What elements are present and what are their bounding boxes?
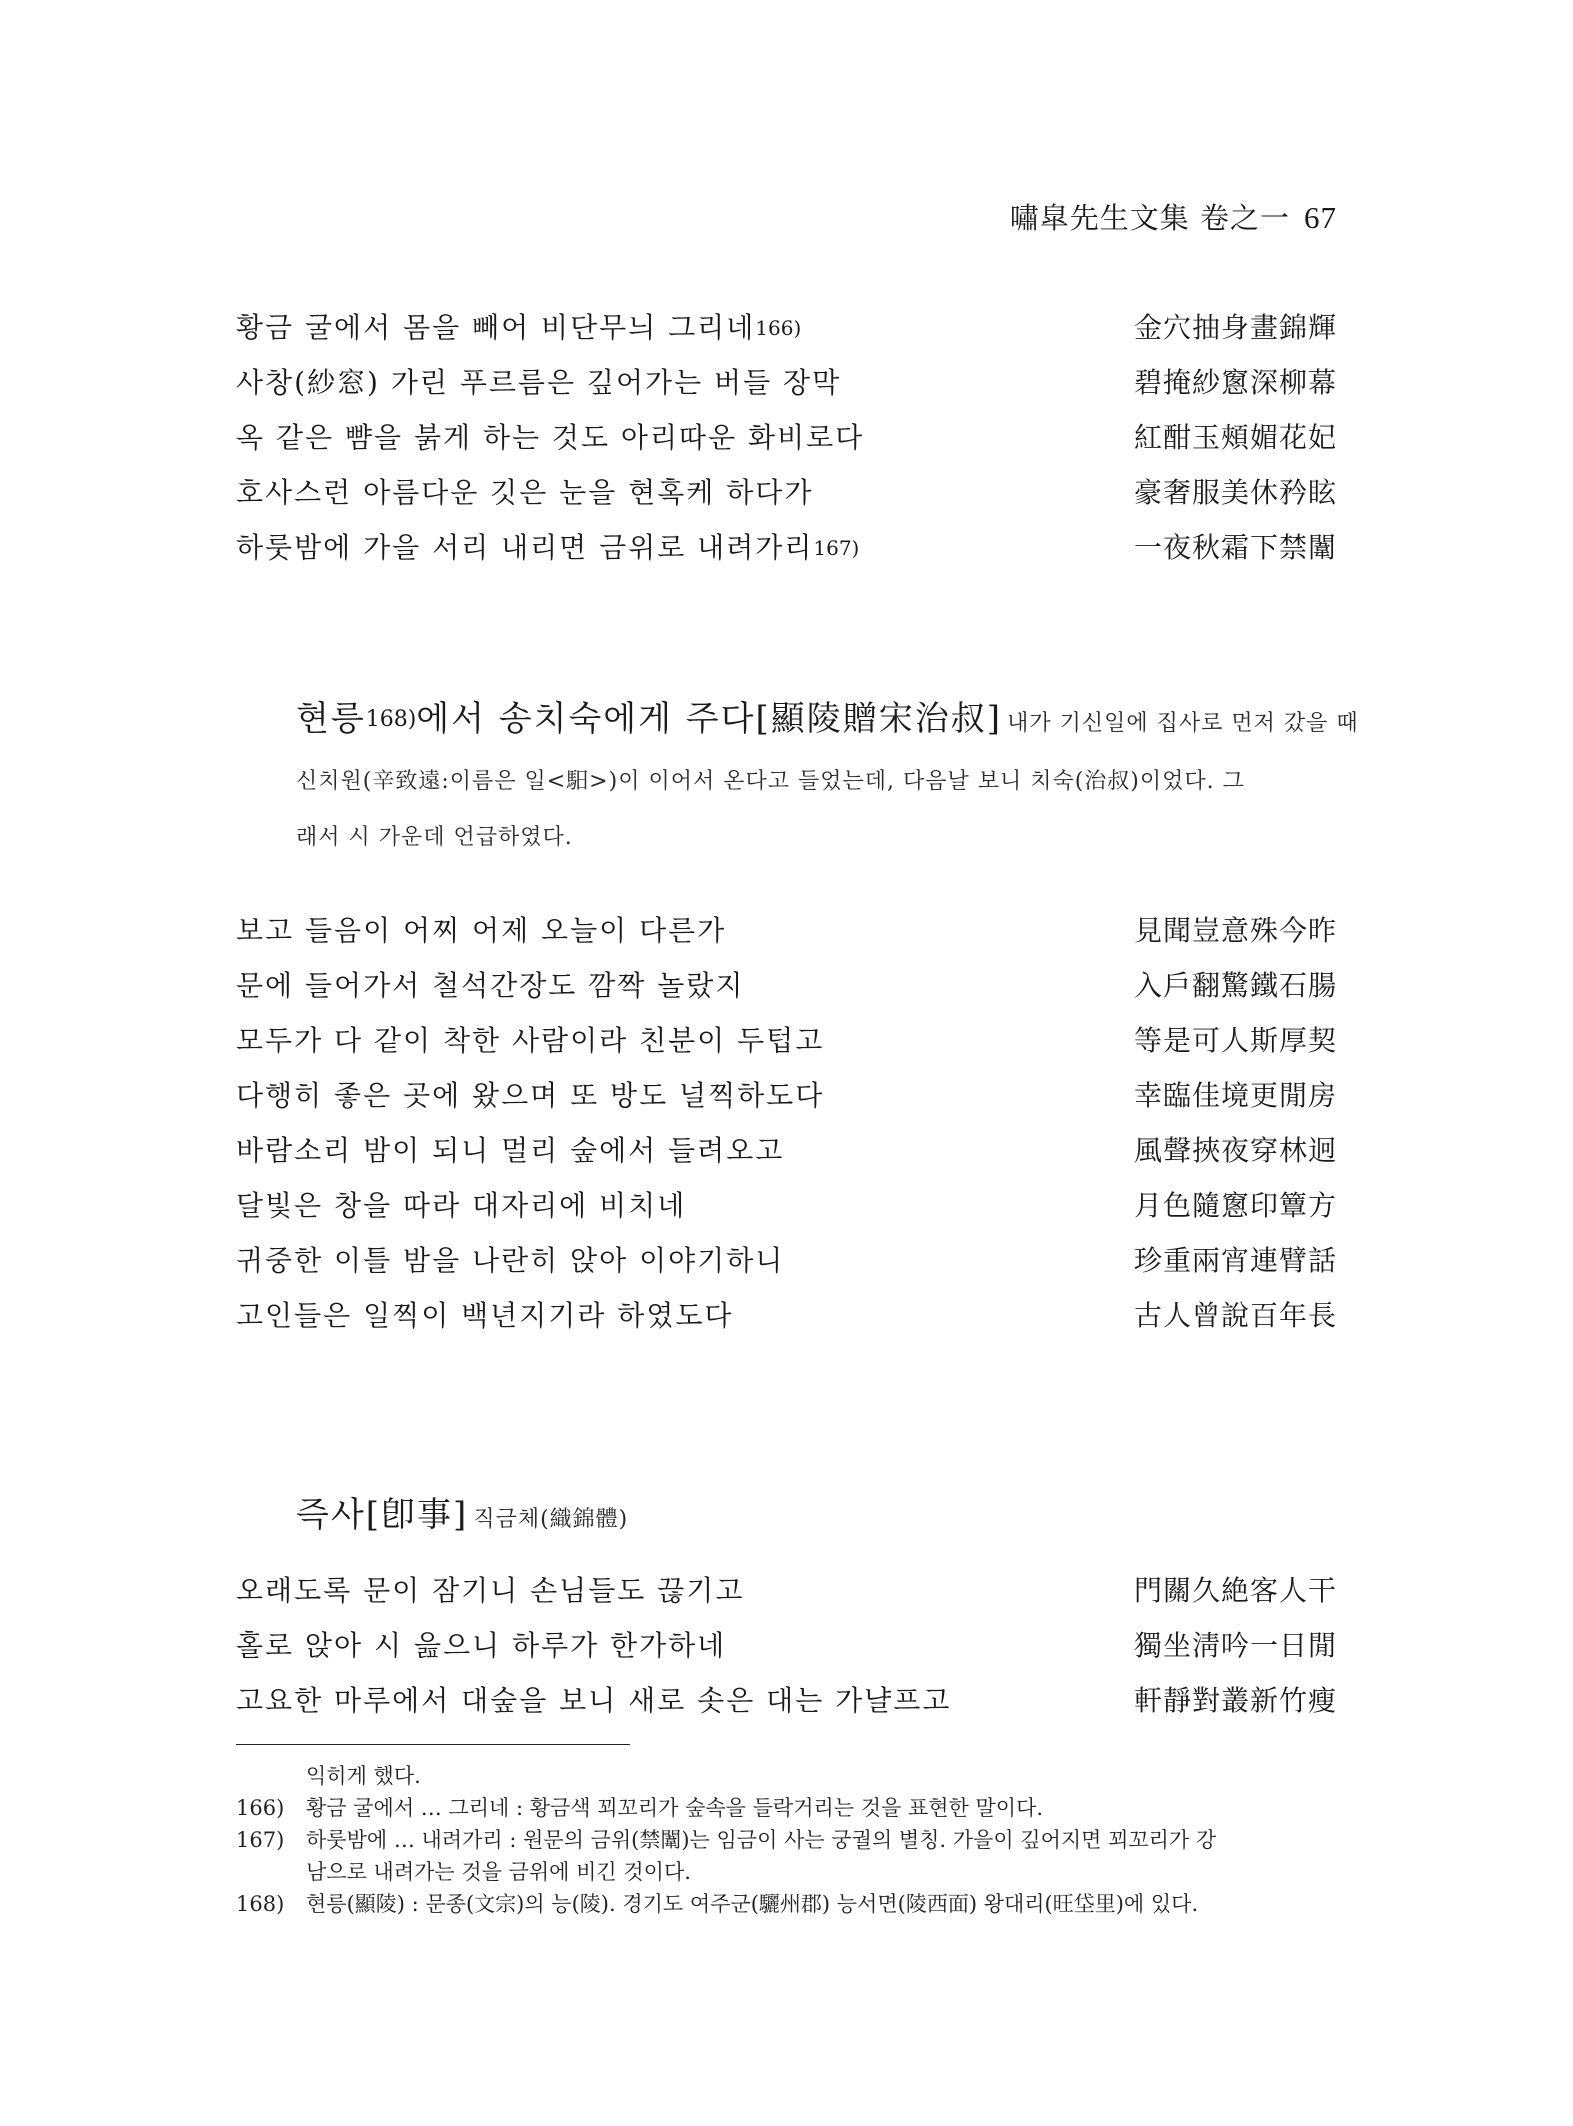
- hanja-line: 月色隨窻印簟方: [1133, 1189, 1337, 1222]
- running-header: [1010, 196, 1337, 237]
- verse-line: [236, 465, 1337, 520]
- poem-3-heading: [296, 1486, 1337, 1550]
- verse-line: [236, 1618, 1337, 1673]
- korean-line: 고요한 마루에서 대숲을 보니 새로 솟은 대는 가냘프고: [236, 1684, 952, 1717]
- poem-subtitle: 직금체(織錦體): [473, 1507, 629, 1532]
- verse-line: [236, 1673, 1337, 1728]
- hanja-line: 獨坐淸吟一日閒: [1133, 1629, 1337, 1662]
- hanja-line: 紅酣玉頰媚花妃: [1133, 421, 1337, 454]
- poem-note: 내가 기신일에 집사로 먼저 갔을 때: [1007, 711, 1359, 736]
- footnote-divider: [236, 1744, 630, 1745]
- poem-1: [236, 300, 1337, 575]
- verse-line: [236, 903, 1337, 958]
- korean-line: 달빛은 창을 따라 대자리에 비치네: [236, 1189, 687, 1222]
- verse-line: [236, 355, 1337, 410]
- poem-3: [236, 1563, 1337, 1728]
- hanja-line: 風聲挾夜穿林迥: [1133, 1134, 1337, 1167]
- footnotes: [236, 1760, 1337, 1920]
- poem-title: 즉사[卽事]: [296, 1495, 469, 1535]
- hanja-line: 一夜秋霜下禁闈: [1133, 531, 1337, 564]
- footnote-text: 황금 굴에서 … 그리네 : 황금색 꾀꼬리가 숲속을 들락거리는 것을 표현한 말이다.: [306, 1796, 1044, 1820]
- hanja-line: 入戶翻驚鐵石腸: [1133, 969, 1337, 1002]
- korean-line: 보고 들음이 어찌 어제 오늘이 다른가: [236, 914, 727, 947]
- korean-line: 모두가 다 같이 착한 사람이라 친분이 두텁고: [236, 1024, 825, 1057]
- korean-line: 호사스런 아름다운 깃은 눈을 현혹케 하다가: [236, 476, 814, 509]
- verse-line: [236, 1563, 1337, 1618]
- korean-line: 귀중한 이틀 밤을 나란히 앉아 이야기하니: [236, 1244, 785, 1277]
- footnote-ref: 167): [813, 536, 860, 560]
- korean-line: 오래도록 문이 잠기니 손님들도 끊기고: [236, 1574, 745, 1607]
- footnote-continuation: 익히게 했다.: [306, 1764, 421, 1788]
- korean-line: 다행히 좋은 곳에 왔으며 또 방도 널찍하도다: [236, 1079, 825, 1112]
- verse-line: [236, 520, 1337, 575]
- verse-line: [236, 1233, 1337, 1288]
- korean-line: 황금 굴에서 몸을 빼어 비단무늬 그리네166): [236, 311, 802, 344]
- hanja-line: 碧掩紗窻深柳幕: [1133, 366, 1337, 399]
- poem-note: 래서 시 가운데 언급하였다.: [296, 825, 573, 850]
- poem-title: 현릉168)에서 송치숙에게 주다[顯陵贈宋治叔]: [296, 699, 1003, 739]
- hanja-line: 幸臨佳境更閒房: [1133, 1079, 1337, 1112]
- verse-line: [236, 1068, 1337, 1123]
- hanja-line: 軒靜對叢新竹瘦: [1133, 1684, 1337, 1717]
- poem-2: [236, 903, 1337, 1343]
- hanja-line: 珍重兩宵連臂話: [1133, 1244, 1337, 1277]
- poem-2-heading: [296, 690, 1359, 866]
- footnote-ref: 168): [365, 707, 417, 732]
- verse-line: [236, 1123, 1337, 1178]
- page-number: 67: [1304, 200, 1337, 235]
- footnote-number: 167): [236, 1828, 285, 1852]
- footnote-number: 166): [236, 1796, 285, 1820]
- hanja-line: 見聞豈意殊今昨: [1133, 914, 1337, 947]
- poem-title-row: [296, 690, 1359, 754]
- hanja-line: 門關久絶客人干: [1133, 1574, 1337, 1607]
- verse-line: [236, 1178, 1337, 1233]
- korean-line: 옥 같은 뺨을 붉게 하는 것도 아리따운 화비로다: [236, 421, 865, 454]
- footnote-number: 168): [236, 1892, 285, 1916]
- korean-line: 홀로 앉아 시 읊으니 하루가 한가하네: [236, 1629, 727, 1662]
- hanja-line: 等是可人斯厚契: [1133, 1024, 1337, 1057]
- korean-line: 사창(紗窓) 가린 푸르름은 깊어가는 버들 장막: [236, 366, 842, 399]
- verse-line: [236, 1288, 1337, 1343]
- verse-line: [236, 410, 1337, 465]
- korean-line: 고인들은 일찍이 백년지기라 하였도다: [236, 1299, 734, 1332]
- footnote-text: 남으로 내려가는 것을 금위에 비긴 것이다.: [306, 1860, 691, 1884]
- footnote-ref: 166): [755, 316, 802, 340]
- verse-line: [236, 300, 1337, 355]
- verse-line: [236, 1013, 1337, 1068]
- footnote-item: [236, 1824, 1337, 1856]
- footnote-text: 하룻밤에 … 내려가리 : 원문의 금위(禁闈)는 임금이 사는 궁궐의 별칭. 가을이 깊어지면 꾀꼬리가 강: [306, 1828, 1217, 1852]
- footnote-text: 현릉(顯陵) : 문종(文宗)의 능(陵). 경기도 여주군(驪州郡) 능서면(陵西面) 왕대리(旺垈里)에 있다.: [306, 1892, 1199, 1916]
- korean-line: 바람소리 밤이 되니 멀리 숲에서 들려오고: [236, 1134, 785, 1167]
- hanja-line: 金穴抽身畫錦輝: [1133, 311, 1337, 344]
- footnote-item: [236, 1888, 1337, 1920]
- poem-note: 신치원(辛致遠:이름은 일<馹>)이 이어서 온다고 들었는데, 다음날 보니 치숙(治叔)이었다. 그: [296, 769, 1245, 794]
- verse-line: [236, 958, 1337, 1013]
- korean-line: 하룻밤에 가을 서리 내리면 금위로 내려가리167): [236, 531, 860, 564]
- korean-line: 문에 들어가서 철석간장도 깜짝 놀랐지: [236, 969, 745, 1002]
- book-title: 嘯皐先生文集 卷之一: [1009, 201, 1290, 235]
- hanja-line: 古人曾說百年長: [1133, 1299, 1337, 1332]
- footnote-item: [236, 1792, 1337, 1824]
- hanja-line: 豪奢服美休矜眩: [1133, 476, 1337, 509]
